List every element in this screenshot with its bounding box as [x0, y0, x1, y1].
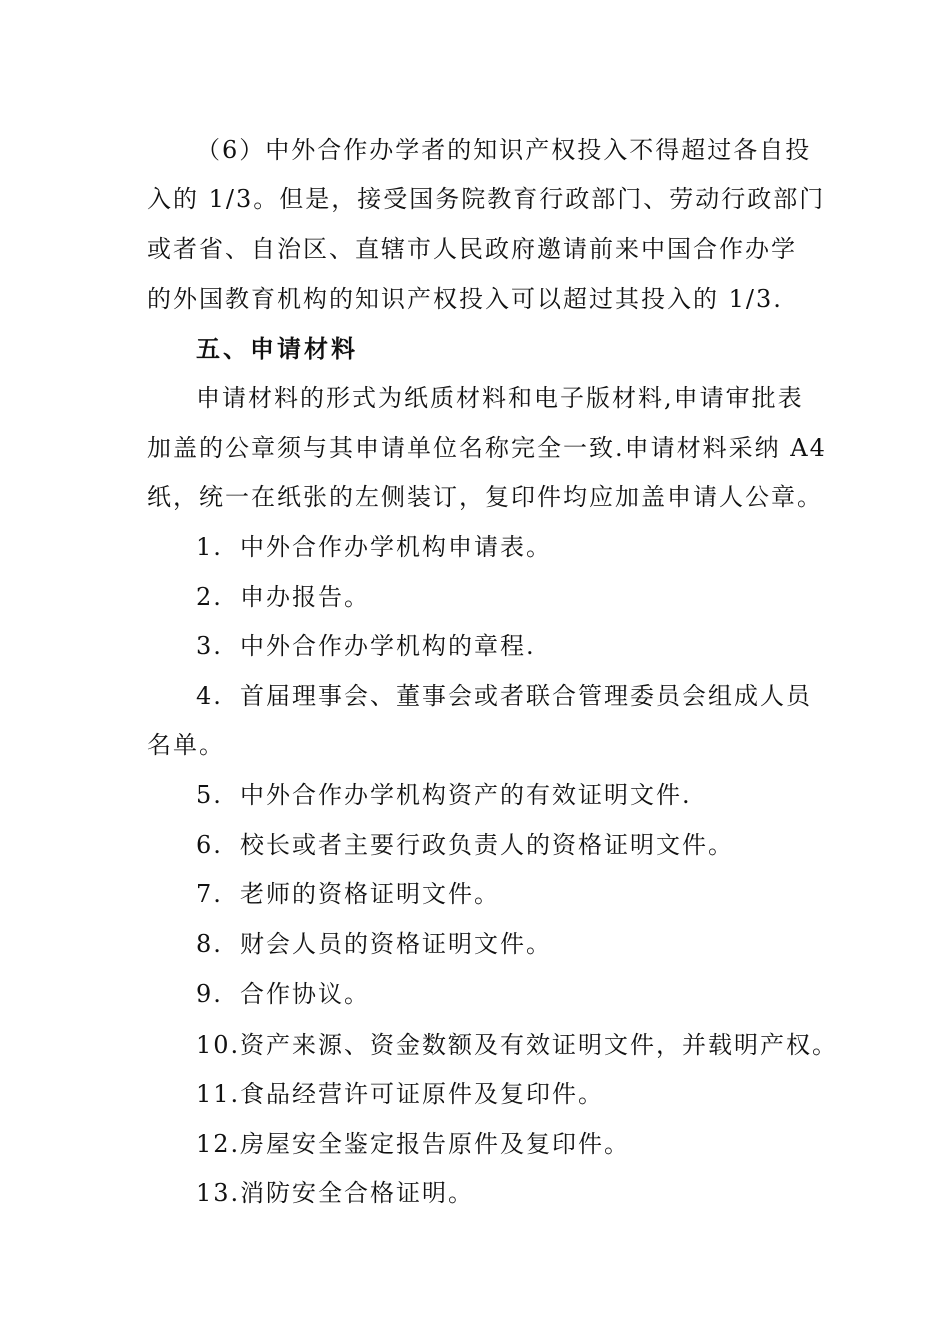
list-item-number: 4.: [196, 682, 223, 710]
list-item-text: 消防安全合格证明。: [240, 1179, 474, 1207]
list-item-text: 中外合作办学机构的章程.: [240, 632, 536, 660]
list-item: [196, 581, 370, 613]
list-item-text: 中外合作办学机构资产的有效证明文件.: [240, 781, 692, 809]
list-item-text: 首届理事会、董事会或者联合管理委员会组成人员: [240, 682, 812, 710]
list-item-text: 老师的资格证明文件。: [240, 880, 500, 908]
para1-line1: （6）中外合作办学者的知识产权投入不得超过各自投: [196, 136, 812, 164]
list-item-number: 5.: [196, 781, 223, 809]
list-item-text: 中外合作办学机构申请表。: [240, 533, 552, 561]
list-item-continuation: 名单。: [147, 731, 225, 759]
list-item-number: 11.: [196, 1080, 241, 1108]
list-item-number: 1.: [196, 533, 223, 561]
list-item-number: 7.: [196, 880, 223, 908]
list-item: [196, 1078, 604, 1110]
para2-line1: 申请材料的形式为纸质材料和电子版材料,申请审批表: [196, 384, 804, 412]
list-item: [196, 1029, 838, 1061]
list-item: [196, 779, 692, 811]
list-item-number: 13.: [196, 1179, 241, 1207]
section-heading: 五、申请材料: [196, 334, 358, 363]
list-item-number: 10.: [196, 1031, 241, 1059]
list-item-number: 2.: [196, 583, 223, 611]
para1-line2: 入的 1/3。但是，接受国务院教育行政部门、劳动行政部门: [147, 185, 826, 213]
list-item-number: 3.: [196, 632, 223, 660]
para1-line4: 的外国教育机构的知识产权投入可以超过其投入的 1/3.: [147, 285, 783, 313]
list-item-text: 校长或者主要行政负责人的资格证明文件。: [240, 831, 734, 859]
list-item: [196, 531, 552, 563]
list-item-text: 房屋安全鉴定报告原件及复印件。: [240, 1130, 630, 1158]
para2-line3: 纸，统一在纸张的左侧装订，复印件均应加盖申请人公章。: [147, 483, 823, 511]
list-item-number: 9.: [196, 980, 223, 1008]
list-item: [196, 829, 734, 861]
para1-line3: 或者省、自治区、直辖市人民政府邀请前来中国合作办学: [147, 235, 797, 263]
list-item-number: 12.: [196, 1130, 241, 1158]
para2-line2: 加盖的公章须与其申请单位名称完全一致.申请材料采纳 A4: [147, 434, 827, 462]
list-item-number: 6.: [196, 831, 223, 859]
list-item: [196, 1128, 630, 1160]
list-item-text: 财会人员的资格证明文件。: [240, 930, 552, 958]
list-item: [196, 680, 812, 712]
list-item: [196, 878, 500, 910]
list-item-text: 资产来源、资金数额及有效证明文件，并载明产权。: [240, 1031, 838, 1059]
list-item: [196, 978, 370, 1010]
list-item-text: 食品经营许可证原件及复印件。: [240, 1080, 604, 1108]
list-item: [196, 928, 552, 960]
list-item-text: 申办报告。: [240, 583, 370, 611]
list-item-number: 8.: [196, 930, 223, 958]
list-item: [196, 630, 536, 662]
list-item-text: 合作协议。: [240, 980, 370, 1008]
list-item: [196, 1177, 474, 1209]
